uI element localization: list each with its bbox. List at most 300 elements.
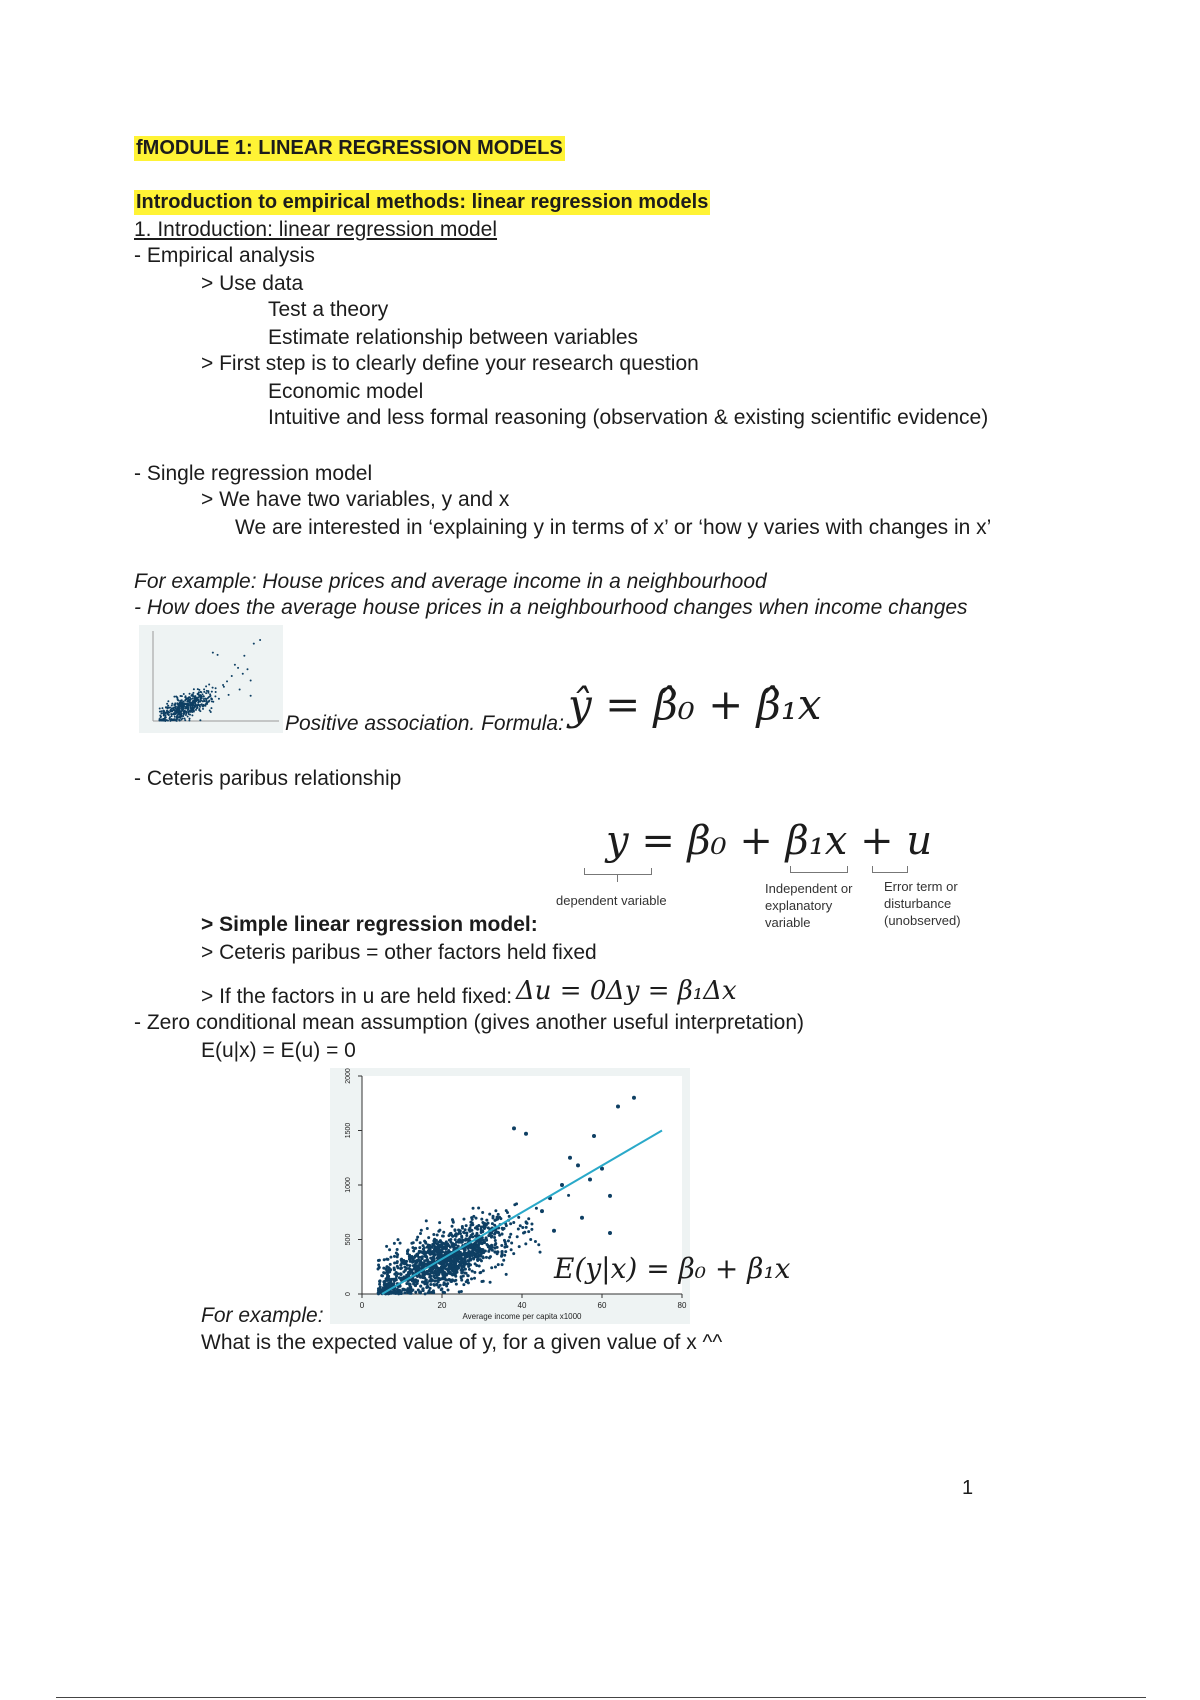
- thumbnail-point: [174, 703, 176, 705]
- scatter-point-outlier: [540, 1209, 544, 1213]
- scatter-point-outlier: [576, 1163, 580, 1167]
- scatter-point: [505, 1245, 508, 1248]
- scatter-point: [399, 1273, 402, 1276]
- scatter-point-outlier: [568, 1156, 572, 1160]
- thumbnail-point: [176, 718, 178, 720]
- scatter-point: [399, 1264, 402, 1267]
- formula-fitted: ŷ = β̂₀ + β̂₁x: [568, 680, 822, 729]
- scatter-point: [422, 1249, 425, 1252]
- thumbnail-point: [185, 697, 187, 699]
- thumbnail-point: [211, 691, 213, 693]
- scatter-point: [530, 1228, 533, 1231]
- scatter-point: [421, 1257, 424, 1260]
- thumbnail-point: [205, 692, 207, 694]
- scatter-point: [508, 1236, 511, 1239]
- scatter-point: [417, 1267, 420, 1270]
- scatter-point: [382, 1271, 385, 1274]
- thumbnail-point: [189, 699, 191, 701]
- thumbnail-point: [185, 703, 187, 705]
- thumbnail-point: [192, 701, 194, 703]
- scatter-point-outlier: [592, 1134, 596, 1138]
- scatter-point: [471, 1254, 474, 1257]
- thumbnail-point-outlier: [237, 667, 239, 669]
- y-tick-label: 500: [345, 1233, 352, 1246]
- scatter-point: [497, 1213, 500, 1216]
- scatter-point: [473, 1277, 476, 1280]
- scatter-point: [436, 1252, 439, 1255]
- thumbnail-point: [174, 706, 176, 708]
- scatter-point: [427, 1260, 430, 1263]
- scatter-point: [501, 1263, 504, 1266]
- thumbnail-point: [187, 715, 189, 717]
- scatter-point-outlier: [632, 1096, 636, 1100]
- thumbnail-point: [171, 715, 173, 717]
- bullet-zero-conditional: - Zero conditional mean assumption (gives another useful interpretation): [134, 1011, 805, 1034]
- thumbnail-point: [178, 709, 180, 711]
- scatter-point: [433, 1257, 436, 1260]
- label-error-term: Error term or disturbance (unobserved): [884, 879, 961, 928]
- thumbnail-point: [171, 703, 173, 705]
- bullet-single-regression: - Single regression model: [134, 462, 373, 485]
- scatter-point: [386, 1258, 389, 1261]
- thumbnail-point-outlier: [250, 680, 252, 682]
- scatter-point: [455, 1283, 458, 1286]
- scatter-point: [493, 1224, 496, 1227]
- scatter-point: [489, 1281, 492, 1284]
- scatter-point: [471, 1270, 474, 1273]
- thumbnail-point: [170, 713, 172, 715]
- thumbnail-point: [174, 718, 176, 720]
- scatter-point: [439, 1284, 442, 1287]
- scatter-point-outlier: [608, 1231, 612, 1235]
- scatter-point: [425, 1219, 428, 1222]
- scatter-point-outlier: [580, 1216, 584, 1220]
- scatter-point: [389, 1256, 392, 1259]
- scatter-point: [443, 1281, 446, 1284]
- scatter-point: [469, 1227, 472, 1230]
- scatter-point: [423, 1277, 426, 1280]
- scatter-point: [485, 1256, 488, 1259]
- thumbnail-point: [207, 690, 209, 692]
- scatter-point: [453, 1269, 456, 1272]
- scatter-point: [530, 1223, 533, 1226]
- small-scatter-thumbnail: [139, 625, 283, 733]
- scatter-point: [467, 1238, 470, 1241]
- thumbnail-point: [215, 687, 217, 689]
- thumbnail-point: [189, 718, 191, 720]
- scatter-point: [421, 1281, 424, 1284]
- thumbnail-point-outlier: [228, 694, 230, 696]
- thumbnail-point: [192, 697, 194, 699]
- scatter-point: [524, 1242, 527, 1245]
- scatter-point: [456, 1266, 459, 1269]
- scatter-point: [494, 1209, 497, 1212]
- scatter-point: [419, 1290, 422, 1293]
- thumbnail-point: [210, 707, 212, 709]
- thumbnail-point: [181, 706, 183, 708]
- scatter-point: [426, 1227, 429, 1230]
- scatter-point: [474, 1254, 477, 1257]
- scatter-point: [408, 1264, 411, 1267]
- thumbnail-point: [218, 698, 220, 700]
- scatter-point: [445, 1284, 448, 1287]
- thumbnail-point: [209, 709, 211, 711]
- thumbnail-point: [197, 693, 199, 695]
- scatter-point: [429, 1283, 432, 1286]
- line-expected-value: What is the expected value of y, for a given value of x ^^: [201, 1331, 723, 1354]
- thumbnail-point-outlier: [250, 695, 252, 697]
- y-tick-label: 0: [345, 1292, 352, 1296]
- page-number: 1: [962, 1477, 974, 1499]
- x-tick-label: 20: [437, 1301, 447, 1310]
- line-expectation-u: E(u|x) = E(u) = 0: [201, 1039, 356, 1062]
- scatter-point: [493, 1233, 496, 1236]
- scatter-point: [460, 1267, 463, 1270]
- scatter-point: [411, 1246, 414, 1249]
- scatter-point: [382, 1286, 385, 1289]
- scatter-point: [386, 1270, 389, 1273]
- thumbnail-point-outlier: [223, 686, 225, 688]
- thumbnail-point: [169, 718, 171, 720]
- scatter-point: [494, 1239, 497, 1242]
- line-intuitive: Intuitive and less formal reasoning (observation & existing scientific evidence): [268, 406, 989, 429]
- scatter-point: [462, 1218, 465, 1221]
- scatter-point: [477, 1207, 480, 1210]
- thumbnail-point: [199, 710, 201, 712]
- thumbnail-point: [188, 696, 190, 698]
- line-estimate: Estimate relationship between variables: [268, 326, 639, 349]
- scatter-point: [479, 1258, 482, 1261]
- thumbnail-point: [181, 713, 183, 715]
- scatter-point: [460, 1290, 463, 1293]
- scatter-point: [403, 1276, 406, 1279]
- scatter-point: [396, 1253, 399, 1256]
- scatter-point: [382, 1267, 385, 1270]
- scatter-point: [383, 1280, 386, 1283]
- scatter-point-outlier: [616, 1105, 620, 1109]
- thumbnail-point: [185, 712, 187, 714]
- scatter-point: [451, 1225, 454, 1228]
- scatter-point: [469, 1259, 472, 1262]
- scatter-point: [507, 1239, 510, 1242]
- bracket-independent: [790, 866, 848, 873]
- scatter-point: [387, 1275, 390, 1278]
- scatter-point: [467, 1253, 470, 1256]
- thumbnail-point: [187, 703, 189, 705]
- label-independent-variable: Independent or explanatory variable: [765, 881, 853, 930]
- scatter-point: [433, 1284, 436, 1287]
- thumbnail-point: [206, 703, 208, 705]
- scatter-point: [467, 1264, 470, 1267]
- scatter-point: [488, 1232, 491, 1235]
- scatter-point: [383, 1258, 386, 1261]
- scatter-point: [461, 1227, 464, 1230]
- scatter-point: [402, 1288, 405, 1291]
- module-title: fMODULE 1: LINEAR REGRESSION MODELS: [136, 137, 563, 159]
- thumbnail-point-outlier: [217, 654, 219, 656]
- example-house-prices: For example: House prices and average income in a neighbourhood: [134, 570, 767, 593]
- scatter-point-outlier: [560, 1183, 564, 1187]
- thumbnail-point: [168, 714, 170, 716]
- scatter-point: [470, 1229, 473, 1232]
- scatter-point: [419, 1275, 422, 1278]
- scatter-point: [426, 1285, 429, 1288]
- scatter-point: [485, 1243, 488, 1246]
- thumbnail-point: [181, 718, 183, 720]
- thumbnail-point: [203, 688, 205, 690]
- scatter-point: [494, 1266, 497, 1269]
- scatter-point-outlier: [588, 1178, 592, 1182]
- scatter-point: [432, 1243, 435, 1246]
- scatter-point: [426, 1281, 429, 1284]
- thumbnail-point: [203, 698, 205, 700]
- scatter-point: [490, 1247, 493, 1250]
- scatter-point: [388, 1282, 391, 1285]
- scatter-point: [414, 1259, 417, 1262]
- scatter-point: [449, 1232, 452, 1235]
- thumbnail-point: [208, 684, 210, 686]
- scatter-point: [410, 1289, 413, 1292]
- bullet-two-variables: > We have two variables, y and x: [201, 488, 510, 511]
- scatter-point: [437, 1230, 440, 1233]
- thumbnail-point: [203, 700, 205, 702]
- thumbnail-point: [179, 712, 181, 714]
- bullet-empirical: - Empirical analysis: [134, 244, 315, 267]
- scatter-point: [481, 1255, 484, 1258]
- scatter-point: [470, 1277, 473, 1280]
- scatter-point-outlier: [608, 1194, 612, 1198]
- line-test-theory: Test a theory: [268, 298, 389, 321]
- scatter-point: [465, 1232, 468, 1235]
- thumbnail-point: [188, 719, 190, 721]
- scatter-point: [429, 1287, 432, 1290]
- scatter-point: [377, 1267, 380, 1270]
- scatter-point: [443, 1291, 446, 1294]
- thumbnail-point: [190, 695, 192, 697]
- scatter-point: [383, 1283, 386, 1286]
- scatter-point: [408, 1254, 411, 1257]
- scatter-point: [521, 1226, 524, 1229]
- scatter-point: [534, 1240, 537, 1243]
- scatter-point: [506, 1211, 509, 1214]
- thumbnail-point: [176, 696, 178, 698]
- thumbnail-point: [205, 698, 207, 700]
- scatter-point: [414, 1247, 417, 1250]
- scatter-point: [410, 1242, 413, 1245]
- scatter-point: [509, 1222, 512, 1225]
- scatter-point: [430, 1271, 433, 1274]
- scatter-point: [403, 1266, 406, 1269]
- subsection-title: 1. Introduction: linear regression model: [134, 218, 498, 241]
- scatter-point: [396, 1238, 399, 1241]
- thumbnail-point: [193, 688, 195, 690]
- scatter-point: [415, 1238, 418, 1241]
- thumbnail-point: [180, 703, 182, 705]
- scatter-point: [395, 1277, 398, 1280]
- thumbnail-point: [201, 697, 203, 699]
- scatter-point: [525, 1226, 528, 1229]
- scatter-point: [416, 1252, 419, 1255]
- thumbnail-point: [160, 712, 162, 714]
- scatter-point: [454, 1260, 457, 1263]
- scatter-point: [490, 1266, 493, 1269]
- scatter-point: [500, 1244, 503, 1247]
- scatter-point: [455, 1252, 458, 1255]
- thumbnail-point: [164, 712, 166, 714]
- thumbnail-point: [179, 695, 181, 697]
- scatter-point: [443, 1264, 446, 1267]
- scatter-point: [451, 1264, 454, 1267]
- scatter-point: [414, 1284, 417, 1287]
- scatter-point: [526, 1222, 529, 1225]
- scatter-point: [465, 1280, 468, 1283]
- section-title: Introduction to empirical methods: linear regression models: [136, 191, 709, 213]
- scatter-point: [449, 1241, 452, 1244]
- thumbnail-point: [178, 699, 180, 701]
- formula-expectation: E(y|x) = β₀ + β₁x: [554, 1252, 791, 1285]
- scatter-point: [439, 1271, 442, 1274]
- scatter-point: [453, 1228, 456, 1231]
- scatter-point: [488, 1213, 491, 1216]
- scatter-point: [464, 1237, 467, 1240]
- scatter-point: [432, 1250, 435, 1253]
- scatter-point: [379, 1279, 382, 1282]
- scatter-point: [517, 1216, 520, 1219]
- thumbnail-point: [162, 711, 164, 713]
- scatter-point: [510, 1248, 513, 1251]
- scatter-point: [453, 1247, 456, 1250]
- scatter-point: [494, 1219, 497, 1222]
- scatter-point: [436, 1246, 439, 1249]
- scatter-point: [501, 1228, 504, 1231]
- thumbnail-point: [202, 705, 204, 707]
- scatter-point: [460, 1279, 463, 1282]
- scatter-point: [419, 1285, 422, 1288]
- scatter-point: [440, 1265, 443, 1268]
- scatter-point: [433, 1280, 436, 1283]
- thumbnail-point: [167, 705, 169, 707]
- scatter-point: [456, 1255, 459, 1258]
- scatter-point: [472, 1257, 475, 1260]
- bracket-dependent-stem: [617, 874, 618, 882]
- scatter-point: [475, 1246, 478, 1249]
- scatter-point: [517, 1227, 520, 1230]
- scatter-point: [463, 1263, 466, 1266]
- scatter-point: [419, 1241, 422, 1244]
- thumbnail-point: [171, 704, 173, 706]
- scatter-point: [408, 1292, 411, 1295]
- scatter-point: [385, 1245, 388, 1248]
- thumbnail-point: [192, 692, 194, 694]
- scatter-point: [522, 1231, 525, 1234]
- thumbnail-point: [222, 684, 224, 686]
- scatter-point: [436, 1256, 439, 1259]
- scatter-point: [393, 1268, 396, 1271]
- bullet-ceteris-paribus: - Ceteris paribus relationship: [134, 767, 402, 790]
- scatter-point: [454, 1275, 457, 1278]
- scatter-point: [428, 1279, 431, 1282]
- scatter-point: [424, 1241, 427, 1244]
- scatter-point: [464, 1248, 467, 1251]
- scatter-point: [436, 1243, 439, 1246]
- thumbnail-point: [197, 688, 199, 690]
- scatter-point: [434, 1271, 437, 1274]
- scatter-point: [527, 1217, 530, 1220]
- scatter-point: [429, 1257, 432, 1260]
- scatter-point: [473, 1242, 476, 1245]
- scatter-point: [496, 1246, 499, 1249]
- thumbnail-point: [164, 716, 166, 718]
- thumbnail-point: [177, 704, 179, 706]
- scatter-point: [495, 1231, 498, 1234]
- scatter-point: [393, 1242, 396, 1245]
- scatter-point: [479, 1240, 482, 1243]
- scatter-point: [428, 1248, 431, 1251]
- scatter-point: [510, 1242, 513, 1245]
- thumbnail-point: [173, 696, 175, 698]
- scatter-point: [445, 1245, 448, 1248]
- scatter-point: [398, 1291, 401, 1294]
- scatter-point: [414, 1267, 417, 1270]
- scatter-point: [408, 1287, 411, 1290]
- thumbnail-point: [167, 700, 169, 702]
- scatter-point: [396, 1248, 399, 1251]
- scatter-point: [485, 1219, 488, 1222]
- scatter-point: [439, 1250, 442, 1253]
- scatter-point: [467, 1250, 470, 1253]
- scatter-point: [388, 1267, 391, 1270]
- scatter-point: [451, 1273, 454, 1276]
- scatter-point-outlier: [524, 1132, 528, 1136]
- scatter-point: [516, 1235, 519, 1238]
- thumbnail-point-outlier: [259, 639, 261, 641]
- scatter-point: [377, 1287, 380, 1290]
- thumbnail-point-outlier: [243, 655, 245, 657]
- thumbnail-point: [205, 685, 207, 687]
- thumbnail-point: [179, 700, 181, 702]
- scatter-point: [435, 1239, 438, 1242]
- thumbnail-point: [172, 713, 174, 715]
- scatter-point: [389, 1263, 392, 1266]
- scatter-point: [439, 1239, 442, 1242]
- scatter-point: [378, 1259, 381, 1262]
- scatter-point: [465, 1224, 468, 1227]
- scatter-point: [412, 1249, 415, 1252]
- x-tick-label: 60: [597, 1301, 607, 1310]
- thumbnail-point: [202, 693, 204, 695]
- scatter-point: [480, 1280, 483, 1283]
- scatter-point: [465, 1272, 468, 1275]
- scatter-point: [513, 1203, 516, 1206]
- thumbnail-point: [202, 708, 204, 710]
- scatter-point: [441, 1242, 444, 1245]
- thumbnail-point: [194, 703, 196, 705]
- thumbnail-point: [160, 710, 162, 712]
- scatter-point: [418, 1246, 421, 1249]
- scatter-point: [502, 1259, 505, 1262]
- y-tick-label: 2000: [345, 1068, 352, 1084]
- scatter-point: [512, 1221, 515, 1224]
- scatter-point: [449, 1238, 452, 1241]
- scatter-point: [440, 1261, 443, 1264]
- scatter-point: [481, 1230, 484, 1233]
- scatter-point: [399, 1242, 402, 1245]
- scatter-point: [472, 1215, 475, 1218]
- scatter-point: [458, 1231, 461, 1234]
- thumbnail-point: [179, 720, 181, 722]
- y-tick-label: 1000: [345, 1177, 352, 1193]
- scatter-point: [442, 1231, 445, 1234]
